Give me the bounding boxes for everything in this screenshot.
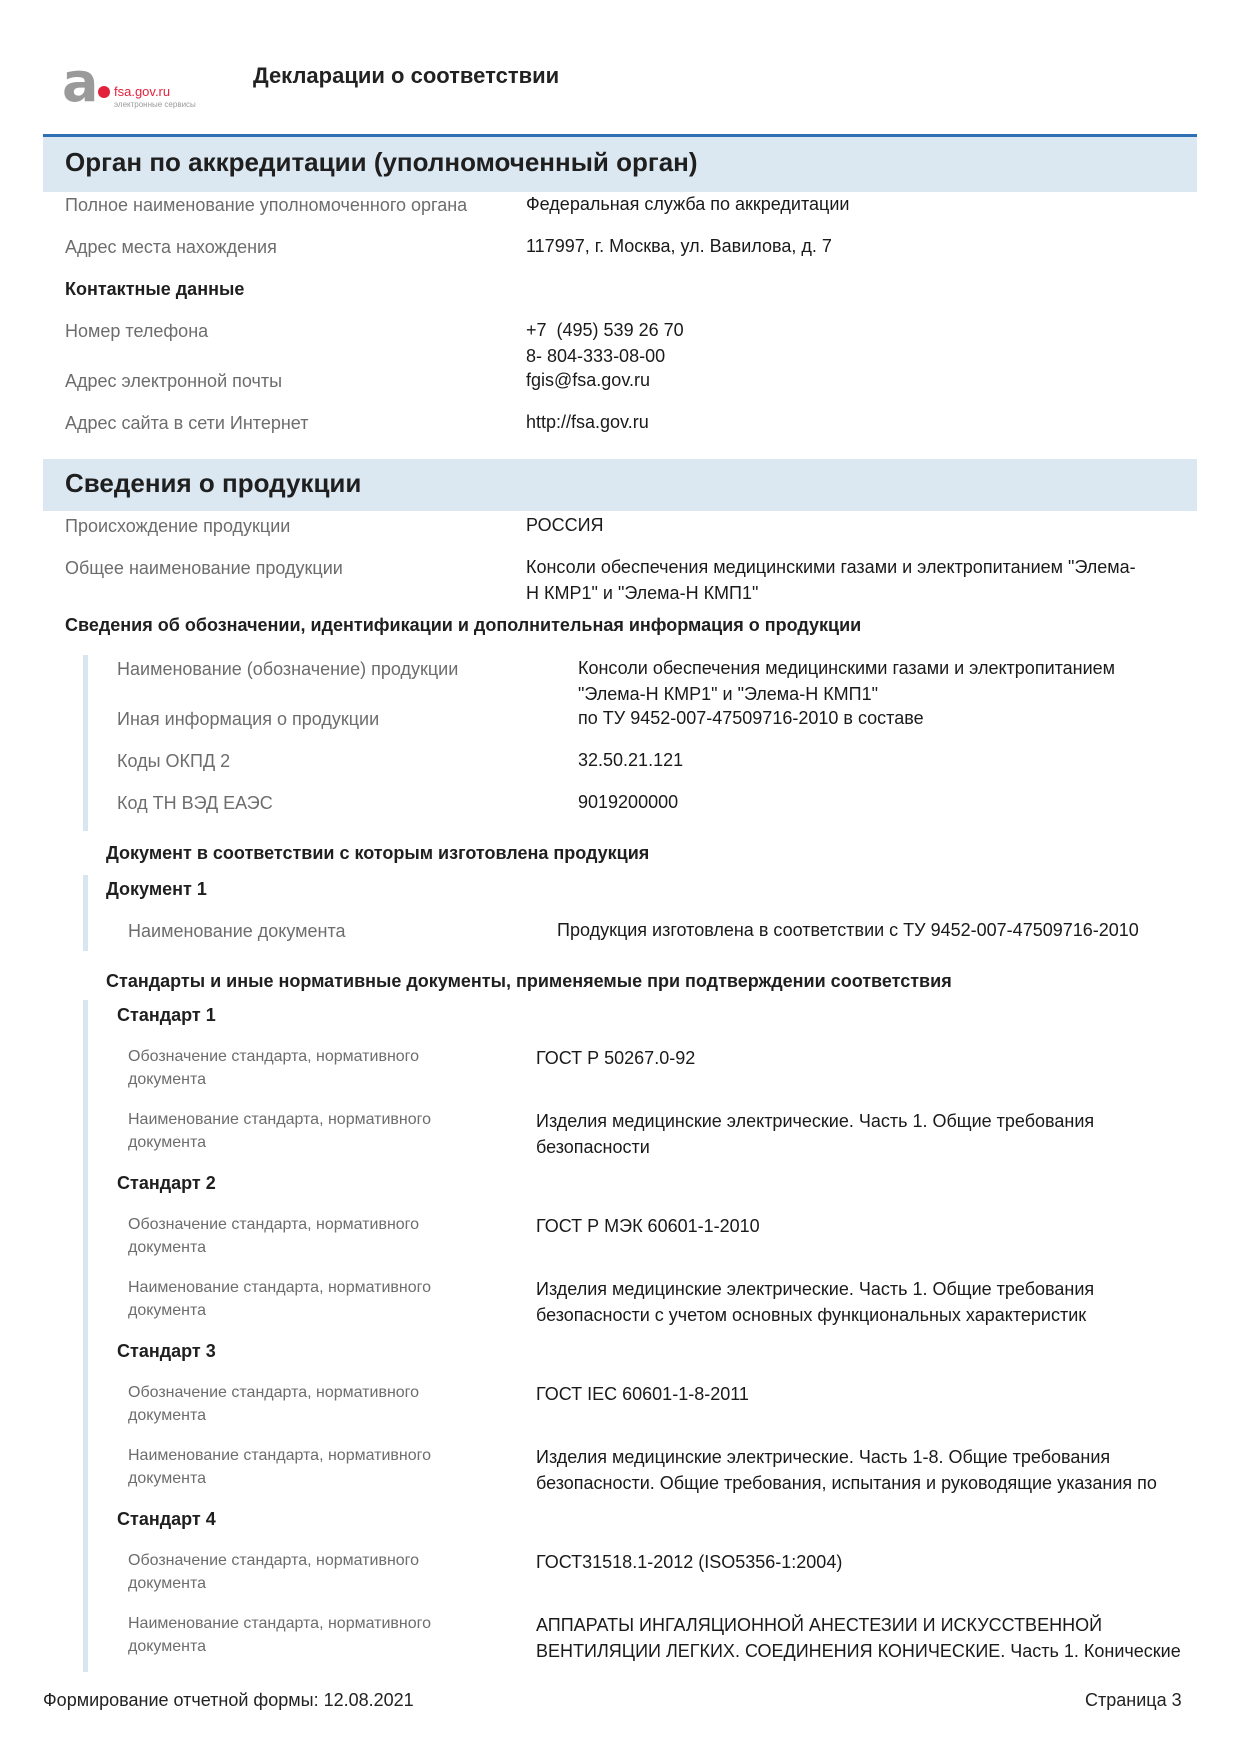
standard-2-designation-value: ГОСТ Р МЭК 60601-1-2010 — [536, 1216, 760, 1236]
document-heading: Документ в соответствии с которым изготовлена продукция — [106, 843, 650, 863]
name-label-line-2: документа — [128, 1638, 207, 1655]
standard-1-designation-value: ГОСТ Р 50267.0-92 — [536, 1048, 696, 1068]
designation-label-line-2: документа — [128, 1071, 207, 1088]
other-info-value: по ТУ 9452-007-47509716-2010 в составе — [578, 708, 924, 728]
standard-3-designation-label — [128, 1381, 468, 1427]
designation-label-line-2: документа — [128, 1239, 207, 1256]
logo-site: fsa.gov.ru — [114, 84, 171, 99]
designation-label-line-2: документа — [128, 1407, 207, 1424]
document-1-name-label: Наименование документа — [128, 921, 346, 941]
standard-4-name-value-2: ВЕНТИЛЯЦИИ ЛЕГКИХ. СОЕДИНЕНИЯ КОНИЧЕСКИЕ. Часть 1. Конические — [536, 1641, 1181, 1661]
address-label: Адрес места нахождения — [65, 237, 277, 257]
email-value[interactable]: fgis@fsa.gov.ru — [526, 370, 650, 390]
full-name-label: Полное наименование уполномоченного органа — [65, 195, 468, 215]
address-value: 117997, г. Москва, ул. Вавилова, д. 7 — [526, 236, 832, 256]
identification-bar — [83, 655, 88, 831]
standard-4-name-label — [128, 1612, 468, 1658]
standard-2-name-label — [128, 1276, 468, 1322]
standard-1-name-value-2: безопасности — [536, 1137, 650, 1157]
full-name-value: Федеральная служба по аккредитации — [526, 194, 850, 214]
phone-value-2: 8- 804-333-08-00 — [526, 346, 666, 366]
origin-value: РОССИЯ — [526, 515, 604, 535]
designation-label-line-1: Обозначение стандарта, нормативного — [128, 1216, 420, 1233]
logo-subtitle: электронные сервисы — [114, 100, 196, 109]
email-label: Адрес электронной почты — [65, 371, 283, 391]
standard-3-name-value-2: безопасности. Общие требования, испытания и руководящие указания по — [536, 1473, 1157, 1493]
standard-2-name-value-1: Изделия медицинские электрические. Часть 1. Общие требования — [536, 1279, 1095, 1299]
designation-label: Наименование (обозначение) продукции — [117, 659, 459, 679]
logo-red-dot-icon — [98, 86, 110, 98]
standard-1-title: Стандарт 1 — [117, 1005, 216, 1025]
standard-4-designation-value: ГОСТ31518.1-2012 (ISO5356-1:2004) — [536, 1552, 843, 1572]
page-header — [0, 0, 1240, 130]
standard-2-title: Стандарт 2 — [117, 1173, 216, 1193]
standard-1-name-label — [128, 1108, 468, 1154]
name-label-line-2: документа — [128, 1134, 207, 1151]
other-info-label: Иная информация о продукции — [117, 709, 380, 729]
fsa-logo — [62, 51, 212, 114]
standard-2-designation-label — [128, 1213, 468, 1259]
phone-value-1: +7 (495) 539 26 70 — [526, 320, 684, 340]
origin-label: Происхождение продукции — [65, 516, 291, 536]
standard-3-name-value-1: Изделия медицинские электрические. Часть 1-8. Общие требования — [536, 1447, 1111, 1467]
designation-label-line-1: Обозначение стандарта, нормативного — [128, 1552, 420, 1569]
standard-3-designation-value: ГОСТ IEC 60601-1-8-2011 — [536, 1384, 749, 1404]
standard-4-designation-label — [128, 1549, 468, 1595]
product-name-value-1: Консоли обеспечения медицинскими газами и электропитанием "Элема- — [526, 557, 1136, 577]
identification-heading: Сведения об обозначении, идентификации и дополнительная информация о продукции — [65, 615, 862, 635]
name-label-line-1: Наименование стандарта, нормативного — [128, 1111, 432, 1128]
section-product-title: Сведения о продукции — [65, 468, 362, 498]
section-product-heading — [43, 459, 1197, 511]
okpd-label: Коды ОКПД 2 — [117, 751, 231, 771]
standards-heading: Стандарты и иные нормативные документы, применяемые при подтверждении соответствия — [106, 971, 952, 991]
standard-4-title: Стандарт 4 — [117, 1509, 216, 1529]
designation-label-line-1: Обозначение стандарта, нормативного — [128, 1048, 420, 1065]
name-label-line-1: Наименование стандарта, нормативного — [128, 1615, 432, 1632]
tnved-label: Код ТН ВЭД ЕАЭС — [117, 793, 273, 813]
standard-4-name-value-1: АППАРАТЫ ИНГАЛЯЦИОННОЙ АНЕСТЕЗИИ И ИСКУССТВЕННОЙ — [536, 1615, 1103, 1635]
site-value[interactable]: http://fsa.gov.ru — [526, 412, 649, 432]
report-generation-date: Формирование отчетной формы: 12.08.2021 — [43, 1690, 414, 1710]
name-label-line-2: документа — [128, 1470, 207, 1487]
designation-value-1: Консоли обеспечения медицинскими газами и электропитанием — [578, 658, 1116, 678]
document-1-title: Документ 1 — [106, 879, 207, 899]
product-name-value-2: Н КМР1" и "Элема-Н КМП1" — [526, 583, 759, 603]
fsa-logo-mark-icon: a — [62, 51, 99, 114]
document-bar — [83, 875, 88, 951]
tnved-value: 9019200000 — [578, 792, 679, 812]
section-accreditation-title: Орган по аккредитации (уполномоченный орган) — [65, 147, 698, 177]
name-label-line-2: документа — [128, 1302, 207, 1319]
standard-2-name-value-2: безопасности с учетом основных функциональных характеристик — [536, 1305, 1087, 1325]
product-name-label: Общее наименование продукции — [65, 558, 343, 578]
standards-bar — [83, 1000, 88, 1672]
okpd-value: 32.50.21.121 — [578, 750, 684, 770]
page-number: Страница 3 — [1085, 1690, 1182, 1710]
standard-3-name-label — [128, 1444, 468, 1490]
standard-1-designation-label — [128, 1045, 468, 1091]
site-label: Адрес сайта в сети Интернет — [65, 413, 309, 433]
designation-label-line-2: документа — [128, 1575, 207, 1592]
name-label-line-1: Наименование стандарта, нормативного — [128, 1279, 432, 1296]
section-accreditation-heading — [43, 134, 1197, 192]
designation-label-line-1: Обозначение стандарта, нормативного — [128, 1384, 420, 1401]
contacts-heading: Контактные данные — [65, 279, 245, 299]
page-title: Декларации о соответствии — [253, 63, 560, 88]
standard-1-name-value-1: Изделия медицинские электрические. Часть 1. Общие требования — [536, 1111, 1095, 1131]
phone-label: Номер телефона — [65, 321, 209, 341]
standard-3-title: Стандарт 3 — [117, 1341, 216, 1361]
name-label-line-1: Наименование стандарта, нормативного — [128, 1447, 432, 1464]
document-1-name-value: Продукция изготовлена в соответствии с ТУ 9452-007-47509716-2010 — [557, 920, 1139, 940]
designation-value-2: "Элема-Н КМР1" и "Элема-Н КМП1" — [578, 684, 879, 704]
